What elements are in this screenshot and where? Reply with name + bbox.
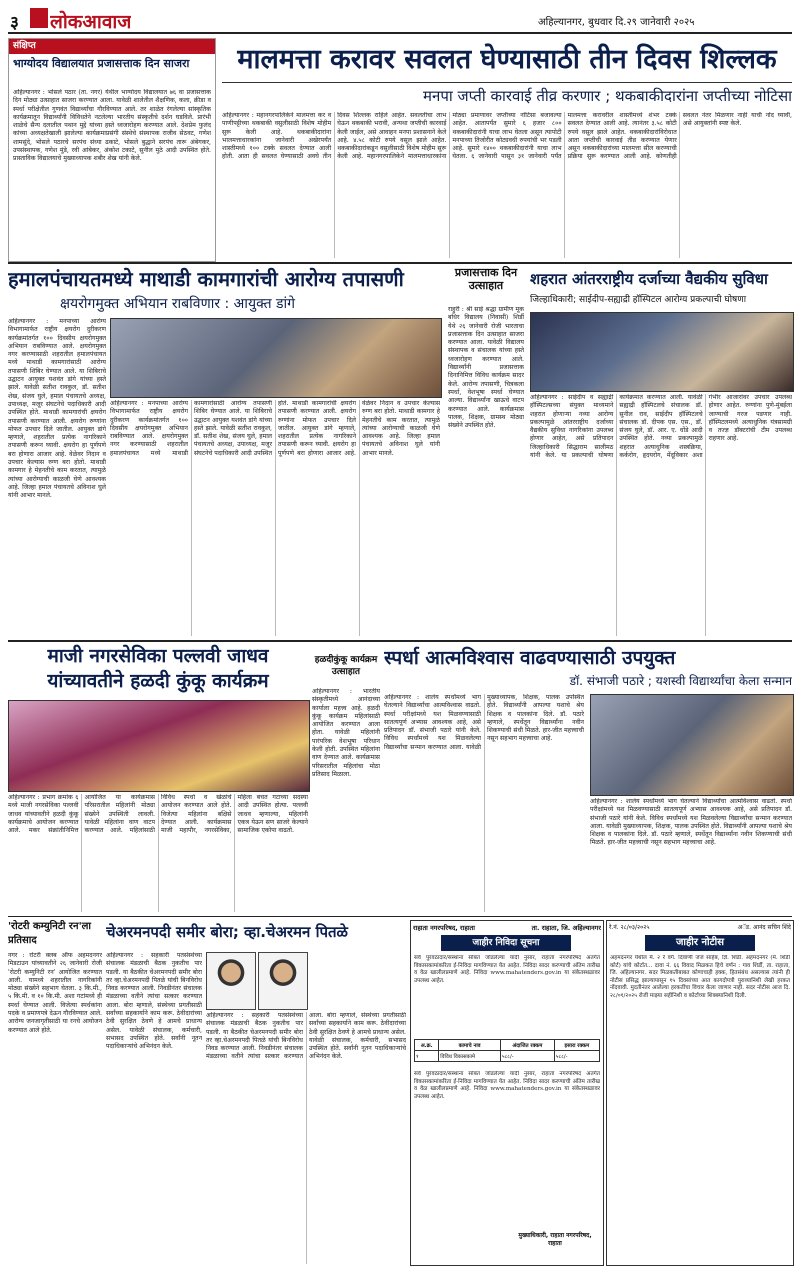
tender-title: जाहीर निविदा सूचना xyxy=(441,935,571,951)
dateline: अहिल्यानगर, बुधवार दि.२९ जानेवारी २०२५ xyxy=(538,17,695,28)
legal-notice xyxy=(606,920,794,1266)
health-camp-photo xyxy=(110,318,442,398)
paper-logo-mark xyxy=(30,8,48,28)
health-headline: हमालपंचायतमध्ये माथाडी कामगारांची आरोग्य तपासणी xyxy=(8,267,404,291)
tender-header-left: राहाता नगरपरिषद, राहाता xyxy=(413,924,475,932)
rotary-body: नगर : रोटरी क्लब ऑफ अहमदनगर मिडटाउन यांच्यावतीने २६ जानेवारी रोजी 'रोटरी कम्युनिटी रन' आयोजित करण्यात आली. यामध्ये शहरातील नागरिकांनी मोठ्या संख्येने सहभाग घेतला. ३ कि.मी., ५ कि.मी. व १० कि.मी. अशा गटांमध्ये ही स्पर्धा घेण्यात आली. विजेत्या स्पर्धकांना पदके व प्रमाणपत्रे देऊन गौरविण्यात आले. आरोग्य जनजागृतीसाठी या रनचे आयोजन करण्यात आले होते. xyxy=(8,952,102,1034)
tender-td: ५८८/- xyxy=(554,1051,599,1062)
health-subhead: क्षयरोगमुक्त अभियान राबविणार : आयुक्त डांगे xyxy=(60,296,296,312)
tender-body: सर्व पुरवठादार/संस्थांना सोबत जोडलेल्या यादी नुसार, राहाता नगरपरिषद अंतर्गत विकासकामांकरिता ई-निविदा मागविण्यात येत आहेत. निविदा सादर करण्याची अंतिम तारीख व वेळ खालीलप्रमाणे आहे. निविदा www.mahatenders.gov.in या संकेतस्थळावर उपलब्ध आहेत. xyxy=(414,955,600,984)
tender-table xyxy=(414,1039,600,1062)
lead-headline: मालमत्ता करावर सवलत घेण्यासाठी तीन दिवस शिल्लक xyxy=(222,38,792,83)
brief-title: भाग्योदय विद्यालयात प्रजासत्ताक दिन साजरा xyxy=(13,57,190,70)
vice-chairman-portrait xyxy=(258,952,308,1010)
notice-ref-left: रे.नं. २८/०३/२०२५ xyxy=(609,924,650,931)
haldi-headline: माजी नगरसेविका पल्लवी जाधव यांच्यावतीने हळदी कुंकू कार्यक्रम xyxy=(47,645,269,692)
tender-table-row xyxy=(415,1051,600,1062)
page-number: ३ xyxy=(10,13,19,33)
republic-body: राहुरी : श्री साई श्रद्धा ग्रामीण मूक बधिर विद्यालय (निवासी) शिर्डी येथे २६ जानेवारी रोजी भारताचा प्रजासत्ताक दिन उत्साहात साजरा करण्यात आला. यावेळी विद्यालय संस्थापक व संचालक यांच्या हस्ते ध्वजारोहण करण्यात आले. विद्यार्थ्यांनी प्रजासत्ताक दिनानिमित्त विविध कार्यक्रम सादर केले. आरोग्य तपासणी, चित्रकला स्पर्धा, वेशभूषा स्पर्धा घेण्यात आल्या. विद्यार्थ्यांना खाऊचे वाटप करण्यात आले. कार्यक्रमास पालक, शिक्षक, ग्रामस्थ मोठ्या संख्येने उपस्थित होते. xyxy=(448,306,524,430)
notice-ref-right: अॅड. आनंद सचिन शिंदे xyxy=(737,924,791,931)
tender-notice xyxy=(410,920,604,1266)
paper-name: लोकआवाज xyxy=(50,11,132,33)
competition-subhead: डॉ. संभाजी पठारे ; यशस्वी विद्यार्थ्यांचा केला सन्मान xyxy=(569,674,792,688)
republic-headline: प्रजासत्ताक दिन उत्साहात xyxy=(454,266,518,292)
tender-td: १ xyxy=(415,1051,439,1062)
brief-body: अहिल्यानगर : भोसले पठार (ता. नगर) येथील भाग्योदय विद्यालयात ७६ वा प्रजासत्ताक दिन मोठ्या उत्साहात साजरा करण्यात आला. यावेळी शालेतील शैक्षणिक, कला, क्रीडा व स्पर्धा परीक्षेतील गुणवंत विद्यार्थ्यांचा गौरविण्यात आले. तर शाळेत रंगलेल्या सांस्कृतिक कार्यक्रमातून विद्यार्थ्यांनी विविधतेने नटलेल्या भारतीय संस्कृतीचे दर्शन घडविले. प्रारंभी शाळेचे सैन्य दलातील पथान मुद्दे यांच्या हस्ते ध्वजारोहण करण्यात आले. देशप्रेम फुलंद कांच्या अध्यक्षतेखाली झालेल्या कार्यक्रमाप्रसंगी संस्थेचे संस्थापक राजीव सेठवट, गणेश शामसुंदे, भोसले पठारचे सरपंच संध्या ढकाटे, भोसले बुद्धाने सरपंच तारू अंबेगकर, उपसंस्थापक, गणेश मुंडे, रवी आंबेकर, अंकोश टकाटे, सुनील मुठे आदी उपस्थित होते. प्रास्ताविक विद्यालयाचे मुख्याध्यापक शबीर शेख यांनी केले. xyxy=(13,89,211,163)
tender-body-2: सर्व पुरवठादार/संस्थांना सोबत जोडलेल्या यादी नुसार, राहाता नगरपरिषद अंतर्गत विकासकामांकरिता ई-निविदा मागविण्यात येत आहेत. निविदा सादर करण्याची अंतिम तारीख व वेळ खालीलप्रमाणे आहे. निविदा www.mahatenders.gov.in या संकेतस्थळावर उपलब्ध आहेत. xyxy=(414,1071,600,1100)
notice-body: अहमदनगर येथील मे. २ रे वर्ग. दिवाणी जज साहेब, ज्ञि. शिर्डी. अहमदनगर (मे. शिर्डी कोर्ट) यांचे कोर्टात... दावा नं. ६६ विवाद मिळकत हिचे वर्णन : गाव शिर्डी, ता. राहाता, जि. अहिल्यानगर. सदर मिळकतीबाबत कोणाचाही हक्क, हितसंबंध असल्यास त्यांनी ही नोटीस प्रसिद्ध झाल्यापासून १५ दिवसांच्या आत कागदोपत्री पुराव्यानिशी लेखी हरकत नोंदवावी. मुदतीनंतर आलेल्या हरकतींचा विचार केला जाणार नाही. सदर नोटीस आज दि. २८/०१/२०२५ रोजी माझ्या सहीनिशी व कोर्टाच्या शिक्क्यानिशी दिली. xyxy=(610,955,790,999)
competition-body-2: अहिल्यानगर : शालेय स्पर्धांमध्ये भाग घेतल्याने विद्यार्थ्यांचा आत्मविश्वास वाढतो. स्पर्धा परीक्षांमध्ये यश मिळवण्यासाठी सातत्यपूर्ण अभ्यास आवश्यक आहे, असे प्रतिपादन डॉ. संभाजी पठारे यांनी केले. विविध स्पर्धांमध्ये यश मिळवलेल्या विद्यार्थ्यांचा सन्मान करण्यात आला. यावेळी मुख्याध्यापक, शिक्षक, पालक उपस्थित होते. विद्यार्थ्यांनी आपल्या यशाचे श्रेय शिक्षक व पालकांना दिले. डॉ. पठारे म्हणाले, स्पर्धेतून विद्यार्थ्यांना नवीन शिकण्याची संधी मिळते. हार-जीत महत्त्वाची नसून सहभाग महत्त्वाचा आहे. xyxy=(590,798,792,847)
health-body-col1: अहिल्यानगर : मनपाच्या आरोग्य विभागामार्फत राष्ट्रीय क्षयरोग दुरीकरण कार्यक्रमांतर्गत १०० दिवसीय क्षयरोगमुक्त अभियान राबविण्यात आले. क्षयरोगमुक्त नगर करण्यासाठी शहरातील हमालपंचायत मध्ये माथाडी कामगारांसाठी आरोग्य तपासणी शिबिर घेण्यात आले. या शिबिराचे उद्घाटन आयुक्त यशवंत डांगे यांच्या हस्ते झाले. यावेळी सतीश रावकुल, डॉ. सतीश शेख, संजय घुले, हमाल पंचायतचे अध्यक्ष, उपाध्यक्ष, मजूर संघटनेचे पदाधिकारी आदी उपस्थित होते. माथाडी कामगारांची क्षयरोग तपासणी करण्यात आली. क्षयरोग रुग्णांना मोफत उपचार दिले जातील. आयुक्त डांगे म्हणाले, शहरातील प्रत्येक नागरिकाने तपासणी करून घ्यावी. क्षयरोग हा पूर्णपणे बरा होणारा आजार आहे. वेळेवर निदान व उपचार केल्यास रुग्ण बरा होतो. माथाडी कामगार हे मेहनतीचे काम करतात, त्यामुळे त्यांच्या आरोग्याची काळजी घेणे आवश्यक आहे. जिल्हा हमाल पंचायतचे अविनाश घुले यांनी आभार मानले. xyxy=(8,318,106,500)
section-label: संक्षिप्त xyxy=(9,39,216,54)
masthead xyxy=(8,6,792,34)
tender-th: अ.क्र. xyxy=(415,1040,439,1051)
chairman-body-col1: अहिल्यानगर : सहकारी पतसंस्थेच्या संचालक मंडळाची बैठक नुकतीच पार पडली. या बैठकीत चेअरमनपदी समीर बोरा तर व्हा.चेअरमनपदी पितळे यांची बिनविरोध निवड करण्यात आली. निवडीनंतर संचालक मंडळाच्या वतीने त्यांचा सत्कार करण्यात आला. बोरा म्हणाले, संस्थेच्या प्रगतीसाठी सर्वांच्या सहकार्याने काम करू. ठेवीदारांच्या ठेवी सुरक्षित ठेवणे हे आमचे प्राधान्य असेल. यावेळी संचालक, कर्मचारी, सभासद उपस्थित होते. सर्वांनी नूतन पदाधिकाऱ्यांचे अभिनंदन केले. xyxy=(106,952,202,1051)
competition-body: अहिल्यानगर : शालेय स्पर्धांमध्ये भाग घेतल्याने विद्यार्थ्यांचा आत्मविश्वास वाढतो. स्पर्धा परीक्षांमध्ये यश मिळवण्यासाठी सातत्यपूर्ण अभ्यास आवश्यक आहे, असे प्रतिपादन डॉ. संभाजी पठारे यांनी केले. विविध स्पर्धांमध्ये यश मिळवलेल्या विद्यार्थ्यांचा सन्मान करण्यात आला. यावेळी मुख्याध्यापक, शिक्षक, पालक उपस्थित होते. विद्यार्थ्यांनी आपल्या यशाचे श्रेय शिक्षक व पालकांना दिले. डॉ. पठारे म्हणाले, स्पर्धेतून विद्यार्थ्यांना नवीन शिकण्याची संधी मिळते. हार-जीत महत्त्वाची नसून सहभाग महत्त्वाचा आहे. xyxy=(384,694,584,751)
tender-td: विविध विकासकामे xyxy=(439,1051,501,1062)
hospital-body: अहिल्यानगर : साईदीप व सह्याद्री हॉस्पिटल्सच्या संयुक्त माध्यमाने शहरात होणाऱ्या नव्या आरोग्य प्रकल्पामुळे आंतरराष्ट्रीय दर्जाच्या वैद्यकीय सुविधा नागरिकांना उपलब्ध होणार आहेत, असे प्रतिपादन जिल्हाधिकारी सिद्धाराम सालीमठ यांनी केले. या प्रकल्पाची घोषणा कार्यक्रमात करण्यात आली. यावेळी सह्याद्री हॉस्पिटलचे संचालक डॉ. सुनील राव, साईदीप हॉस्पिटलचे संचालक डॉ. दीपक एस. एस., डॉ. संजय घुले, डॉ. आर. ए. धोंडे आदी उपस्थित होते. नव्या प्रकल्पामुळे शहरात अत्याधुनिक शस्त्रक्रिया, कर्करोग, हृदयरोग, मेंदूविकार अशा गंभीर आजारांवर उपचार उपलब्ध होणार आहेत. रुग्णांना पुणे-मुंबईला जाण्याची गरज पडणार नाही. हॉस्पिटलमध्ये अत्याधुनिक यंत्रसामग्री व तज्ज्ञ डॉक्टरांची टीम उपलब्ध राहणार आहे. xyxy=(530,394,792,460)
competition-photo xyxy=(590,694,794,796)
rotary-headline: 'रोटरी कम्युनिटी रन'ला प्रतिसाद xyxy=(8,921,91,946)
tender-header-right: ता. राहाता, जि. अहिल्यानगर xyxy=(531,924,601,932)
haldi2-body: अहिल्यानगर : भारतीय संस्कृतीमध्ये आनंदाच्या कार्याला महत्त्व आहे. हळदी कुंकू कार्यक्रम महिलांसाठी आयोजित करण्यात आला होता. यावेळी महिलांनी पारंपरिक वेशभूषा परिधान केली होती. उपस्थित महिलांना वाण देण्यात आले. कार्यक्रमास परिसरातील महिलांचा मोठा प्रतिसाद मिळाला. xyxy=(312,688,380,778)
chairman-headline: चेअरमनपदी समीर बोरा; व्हा.चेअरमन पितळे xyxy=(106,923,348,941)
brief-box xyxy=(8,38,216,262)
health-body: अहिल्यानगर : मनपाच्या आरोग्य विभागामार्फत राष्ट्रीय क्षयरोग दुरीकरण कार्यक्रमांतर्गत १०० दिवसीय क्षयरोगमुक्त अभियान राबविण्यात आले. क्षयरोगमुक्त नगर करण्यासाठी शहरातील हमालपंचायत मध्ये माथाडी कामगारांसाठी आरोग्य तपासणी शिबिर घेण्यात आले. या शिबिराचे उद्घाटन आयुक्त यशवंत डांगे यांच्या हस्ते झाले. यावेळी सतीश रावकुल, डॉ. सतीश शेख, संजय घुले, हमाल पंचायतचे अध्यक्ष, उपाध्यक्ष, मजूर संघटनेचे पदाधिकारी आदी उपस्थित होते. माथाडी कामगारांची क्षयरोग तपासणी करण्यात आली. क्षयरोग रुग्णांना मोफत उपचार दिले जातील. आयुक्त डांगे म्हणाले, शहरातील प्रत्येक नागरिकाने तपासणी करून घ्यावी. क्षयरोग हा पूर्णपणे बरा होणारा आजार आहे. वेळेवर निदान व उपचार केल्यास रुग्ण बरा होतो. माथाडी कामगार हे मेहनतीचे काम करतात, त्यामुळे त्यांच्या आरोग्याची काळजी घेणे आवश्यक आहे. जिल्हा हमाल पंचायतचे अविनाश घुले यांनी आभार मानले. xyxy=(110,400,440,457)
tender-signature: मुख्याधिकारी, राहाता नगरपरिषद, राहाता xyxy=(518,1232,592,1247)
tender-th: कामाचे नाव xyxy=(439,1040,501,1051)
tender-td: ५८८/- xyxy=(500,1051,554,1062)
chairman-body: अहिल्यानगर : सहकारी पतसंस्थेच्या संचालक मंडळाची बैठक नुकतीच पार पडली. या बैठकीत चेअरमनपदी समीर बोरा तर व्हा.चेअरमनपदी पितळे यांची बिनविरोध निवड करण्यात आली. निवडीनंतर संचालक मंडळाच्या वतीने त्यांचा सत्कार करण्यात आला. बोरा म्हणाले, संस्थेच्या प्रगतीसाठी सर्वांच्या सहकार्याने काम करू. ठेवीदारांच्या ठेवी सुरक्षित ठेवणे हे आमचे प्राधान्य असेल. यावेळी संचालक, कर्मचारी, सभासद उपस्थित होते. सर्वांनी नूतन पदाधिकाऱ्यांचे अभिनंदन केले. xyxy=(206,1012,406,1061)
haldi-event-photo xyxy=(8,700,310,792)
haldi-body: अहिल्यानगर : प्रभाग क्रमांक ६ मध्ये माजी नगरसेविका पल्लवी जाधव यांच्यावतीने हळदी कुंकू कार्यक्रमाचे आयोजन करण्यात आले. मकर संक्रांतीनिमित्त आयोजित या कार्यक्रमास परिसरातील महिलांनी मोठ्या संख्येने उपस्थिती लावली. यावेळी महिलांना वाण वाटप करण्यात आले. महिलांसाठी विविध स्पर्धा व खेळांचे आयोजन करण्यात आले होते. विजेत्या महिलांना बक्षिसे देण्यात आली. कार्यक्रमास माजी महापौर, नगरसेविका, महिला बचत गटाच्या सदस्या आदी उपस्थित होत्या. पल्लवी जाधव म्हणाल्या, महिलांनी एकत्र येऊन सण साजरे केल्याने सामाजिक एकोपा वाढतो. xyxy=(8,794,308,835)
hospital-event-photo xyxy=(530,312,794,392)
haldi2-headline: हळदीकुंकू कार्यक्रम उत्साहात xyxy=(314,655,378,677)
tender-table-header xyxy=(415,1040,600,1051)
notice-title: जाहीर नोटीस xyxy=(645,935,755,951)
competition-headline: स्पर्धा आत्मविश्वास वाढवण्यासाठी उपयुक्त xyxy=(384,647,676,669)
tender-th: अंदाजित रक्कम xyxy=(500,1040,554,1051)
chairman-portrait xyxy=(206,952,256,1010)
lead-subhead: मनपा जप्ती कारवाई तीव्र करणार ; थकबाकीदारांना जप्तीच्या नोटिसा xyxy=(423,87,792,105)
tender-th: इसारा रक्कम xyxy=(554,1040,599,1051)
hospital-subhead: जिल्हाधिकारी; साईदीप-सह्याद्री हॉस्पिटल आरोग्य प्रकल्पाची घोषणा xyxy=(530,295,747,305)
lead-body: अहिल्यानगर : महानगरपालिकेने मालमत्ता कर व पाणीपट्टीच्या थकबाकी वसुलीसाठी विशेष मोहीम सुरू केली आहे. थकबाकीदारांना भालमत्ताधारकांना जानेवारी अखेरपर्यंत शास्तीमध्ये १०० टक्के सवलत देण्यात आली होती. आता ही सवलत घेण्यासाठी अवघे तीन दिवस शिल्लक राहिले आहेत. सवलतीचा लाभ घेऊन थकबाकी भरावी, अन्यथा जप्तीची कारवाई केली जाईल, असे आवाहन मनपा प्रशासनाने केले आहे. ४.५८ कोटी रुपये वसूल झाले आहेत. थकबाकीदारांकडून वसुलीसाठी विशेष मोहीम सुरू केली आहे. महानगरपालिकेने मालमत्ताधारकांना मोठ्या प्रमाणावर जप्तीच्या नोटिसा बजावल्या आहेत. आतापर्यंत सुमारे ६ हजार ८०० थकबाकीदारांनी याचा लाभ घेतला असून त्यापोटी मनपाच्या तिजोरीत कोट्यवधी रुपयांची भर पडली आहे. सुमारे १४०० थकबाकीदारांनी याचा लाभ घेतला. ६ जानेवारी पासून ३१ जानेवारी पर्यंत मालमत्ता करावरील शास्तीमध्ये शंभर टक्के सवलत देण्यात आली आहे. त्यानंतर ३.५८ कोटी रुपये वसूल झाले आहेत. थकबाकीदारांविरोधात आता जप्तीची कारवाई तीव्र करण्यात येणार असून थकबाकीदारांच्या मालमत्ता सील करण्याची प्रक्रिया सुरू करण्यात आली आहे. कोणतीही सवलत नंतर मिळणार नाही याची नोंद घ्यावी, असे आयुक्तांनी स्पष्ट केले. xyxy=(222,112,792,161)
hospital-headline: शहरात आंतरराष्ट्रीय दर्जाच्या वैद्यकीय सुविधा xyxy=(530,270,768,288)
